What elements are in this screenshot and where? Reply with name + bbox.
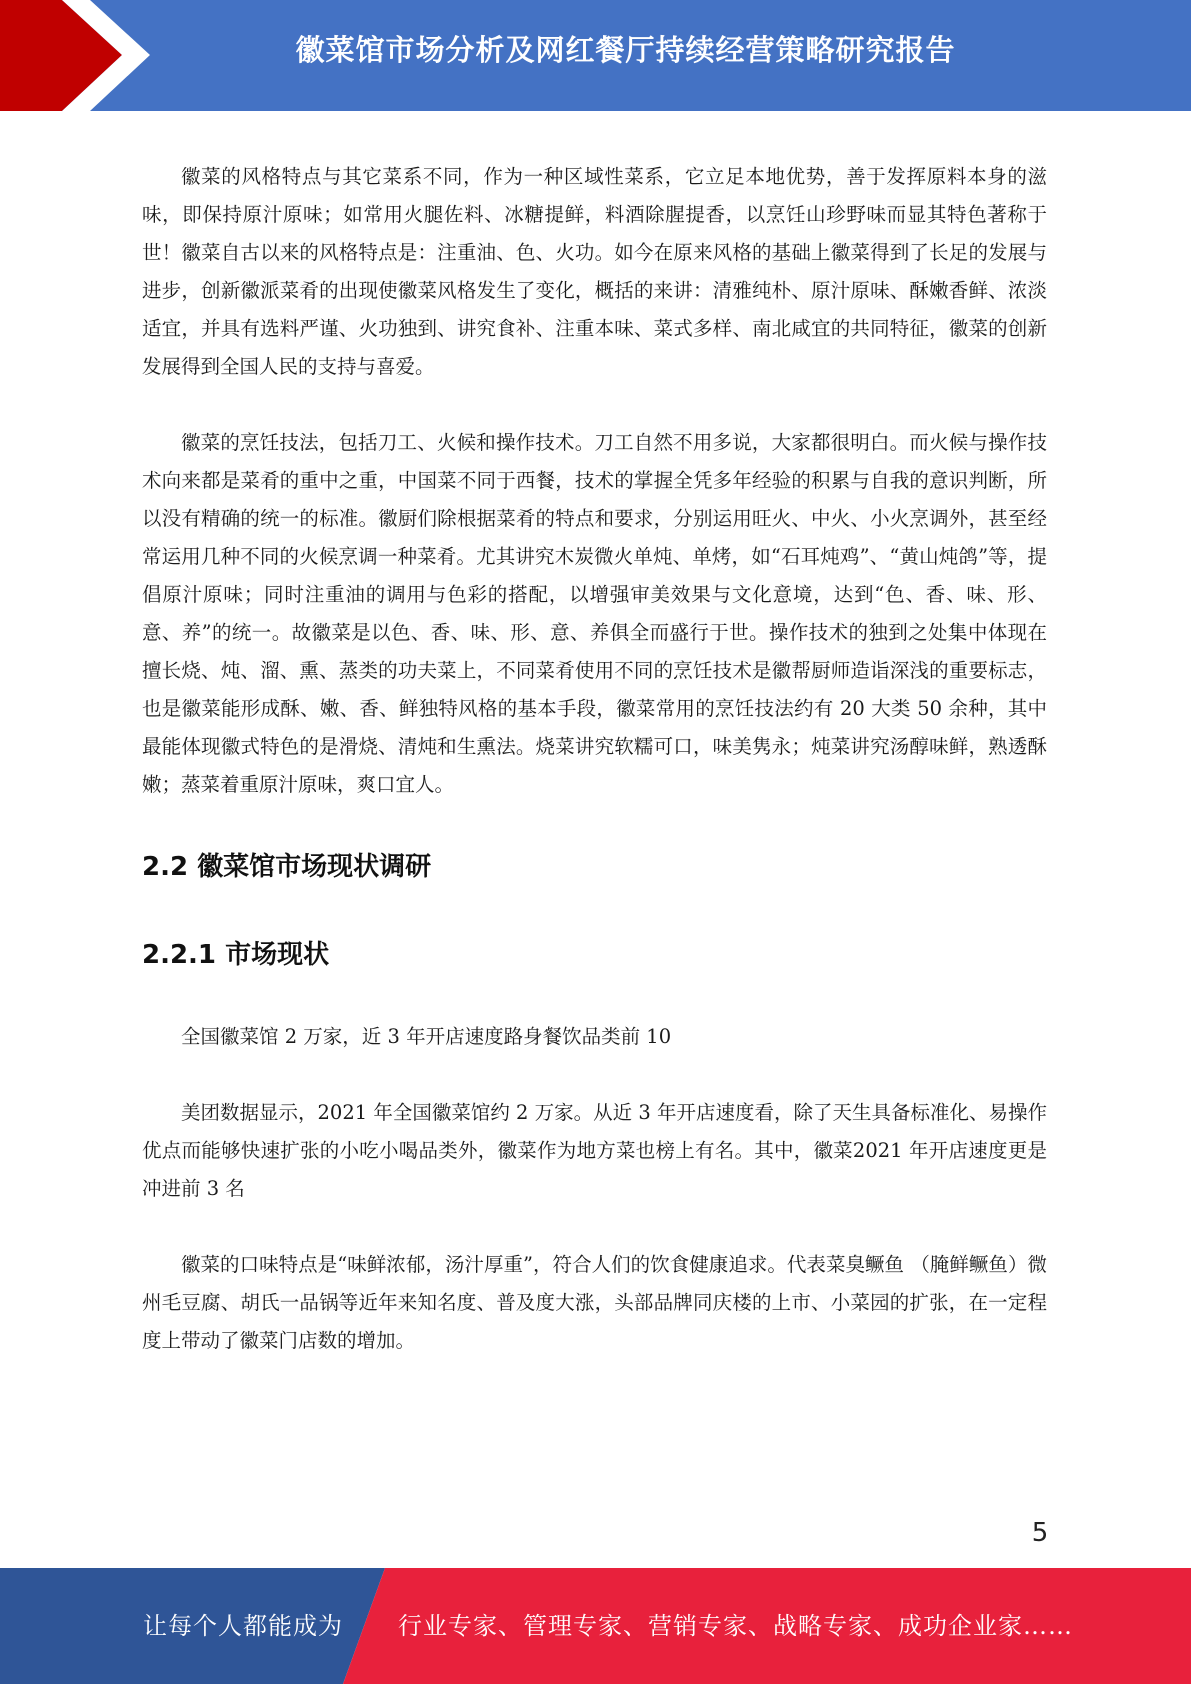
header-banner [0,0,1191,111]
paragraph-hui-cuisine-techniques: 徽菜的烹饪技法，包括刀工、火候和操作技术。刀工自然不用多说，大家都很明白。而火候与操作技术向来都是菜肴的重中之重，中国菜不同于西餐，技术的掌握全凭多年经验的积累与自我的意识判断，所以没有精确的统一的标准。徽厨们除根据菜肴的特点和要求，分别运用旺火、中火、小火烹调外，甚至经常运用几种不同的火候烹调一种菜肴。尤其讲究木炭微火单炖、单烤，如“石耳炖鸡”、“黄山炖鸽”等，提倡原汁原味；同时注重油的调用与色彩的搭配，以增强审美效果与文化意境，达到“色、香、味、形、意、养”的统一。故徽菜是以色、香、味、形、意、养俱全而盛行于世。操作技术的独到之处集中体现在擅长烧、炖、溜、熏、蒸类的功夫菜上，不同菜肴使用不同的烹饪技术是徽帮厨师造诣深浅的重要标志，也是徽菜能形成酥、嫩、香、鲜独特风格的基本手段，徽菜常用的烹饪技法约有 20 大类 50 余种，其中最能体现徽式特色的是滑烧、清炖和生熏法。烧菜讲究软糯可口，味美隽永；炖菜讲究汤醇味鲜，熟透酥嫩；蒸菜着重原汁原味，爽口宜人。 [142,431,1047,796]
document-body [142,158,1047,1360]
footer-banner [0,1568,1191,1684]
paragraph-taste-features: 徽菜的口味特点是“味鲜浓郁，汤汁厚重”，符合人们的饮食健康追求。代表菜臭鳜鱼 （腌鲜鳜鱼）微州毛豆腐、胡氏一品锅等近年来知名度、普及度大涨，头部品牌同庆楼的上市、小菜园的扩张，在一定程度上带动了徽菜门店数的增加。 [142,1253,1047,1352]
paragraph-hui-cuisine-style: 徽菜的风格特点与其它菜系不同，作为一种区域性菜系，它立足本地优势，善于发挥原料本身的滋味，即保持原汁原味；如常用火腿佐料、冰糖提鲜，料酒除腥提香，以烹饪山珍野味而显其特色著称于世！徽菜自古以来的风格特点是：注重油、色、火功。如今在原来风格的基础上徽菜得到了长足的发展与进步，创新徽派菜肴的出现使徽菜风格发生了变化，概括的来讲：清雅纯朴、原汁原味、酥嫩香鲜、浓淡适宜，并具有选料严谨、火功独到、讲究食补、注重本味、菜式多样、南北咸宜的共同特征，徽菜的创新发展得到全国人民的支持与喜爱。 [142,165,1047,378]
paragraph-market-summary: 全国徽菜馆 2 万家，近 3 年开店速度路身餐饮品类前 10 [181,1025,672,1048]
footer-slogan-left: 让每个人都能成为 [143,1612,343,1640]
section-heading-2-2: 2.2 徽菜馆市场现状调研 [142,852,432,882]
page-number: 5 [1031,1518,1049,1548]
report-title: 徽菜馆市场分析及网红餐厅持续经营策略研究报告 [295,33,956,67]
footer-slogan-right: 行业专家、管理专家、营销专家、战略专家、成功企业家…… [398,1612,1073,1640]
section-heading-2-2-1: 2.2.1 市场现状 [142,940,330,970]
paragraph-meituan-data: 美团数据显示，2021 年全国徽菜馆约 2 万家。从近 3 年开店速度看，除了天生具备标准化、易操作优点而能够快速扩张的小吃小喝品类外，徽菜作为地方菜也榜上有名。其中，徽菜2021 年开店速度更是冲进前 3 名 [142,1101,1047,1200]
